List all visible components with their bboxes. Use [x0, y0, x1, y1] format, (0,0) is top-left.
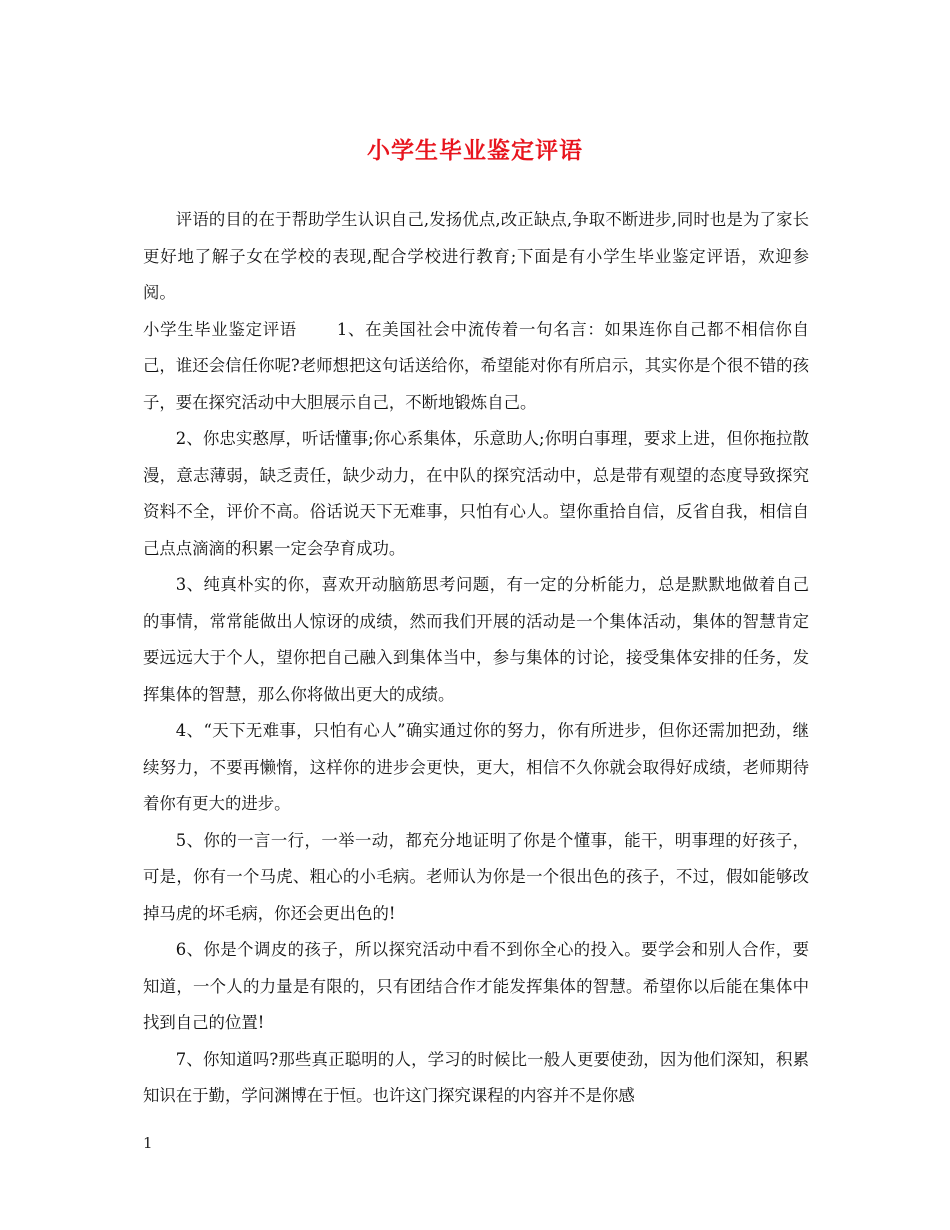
first-item-paragraph — [143, 312, 809, 422]
item-6: 6、你是个调皮的孩子，所以探究活动中看不到你全心的投入。要学会和别人合作，要知道，一个人的力量是有限的，只有团结合作才能发挥集体的智慧。希望你以后能在集体中找到自己的位置! — [143, 940, 809, 1032]
item-5: 5、你的一言一行，一举一动，都充分地证明了你是个懂事，能干，明事理的好孩子，可是，你有一个马虎、粗心的小毛病。老师认为你是一个很出色的孩子，不过，假如能够改掉马虎的坏毛病，你还会更出色的! — [143, 830, 809, 923]
section-heading: 小学生毕业鉴定评语 — [143, 319, 297, 339]
page-number: 1 — [143, 1134, 153, 1152]
document-body — [143, 202, 809, 1115]
item-7: 7、你知道吗?那些真正聪明的人，学习的时候比一般人更要使劲，因为他们深知，积累知识在于勤，学问渊博在于恒。也许这门探究课程的内容并不是你感 — [143, 1049, 809, 1105]
item-2: 2、你忠实憨厚，听话懂事;你心系集体，乐意助人;你明白事理，要求上进，但你拖拉散漫，意志薄弱，缺乏责任，缺少动力，在中队的探究活动中，总是带有观望的态度导致探究资料不全，评价不高。俗话说天下无难事，只怕有心人。望你重拾自信，反省自我，相信自己点点滴滴的积累一定会孕育成功。 — [143, 429, 809, 558]
item-1: 1、在美国社会中流传着一句名言：如果连你自己都不相信你自己，谁还会信任你呢?老师想把这句话送给你，希望能对你有所启示，其实你是个很不错的孩子，要在探究活动中大胆展示自己，不断地锻炼自己。 — [143, 319, 809, 412]
document-title: 小学生毕业鉴定评语 — [367, 137, 583, 164]
item-3: 3、纯真朴实的你，喜欢开动脑筋思考问题，有一定的分析能力，总是默默地做着自己的事情，常常能做出人惊讶的成绩，然而我们开展的活动是一个集体活动，集体的智慧肯定要远远大于个人，望你把自己融入到集体当中，参与集体的讨论，接受集体安排的任务，发挥集体的智慧，那么你将做出更大的成绩。 — [143, 575, 809, 704]
intro-paragraph: 评语的目的在于帮助学生认识自己,发扬优点,改正缺点,争取不断进步,同时也是为了家长更好地了解子女在学校的表现,配合学校进行教育;下面是有小学生毕业鉴定评语，欢迎参阅。 — [143, 210, 809, 302]
item-4: 4、“天下无难事，只怕有心人”确实通过你的努力，你有所进步，但你还需加把劲，继续努力，不要再懒惰，这样你的进步会更快，更大，相信不久你就会取得好成绩，老师期待着你有更大的进步。 — [143, 721, 809, 813]
